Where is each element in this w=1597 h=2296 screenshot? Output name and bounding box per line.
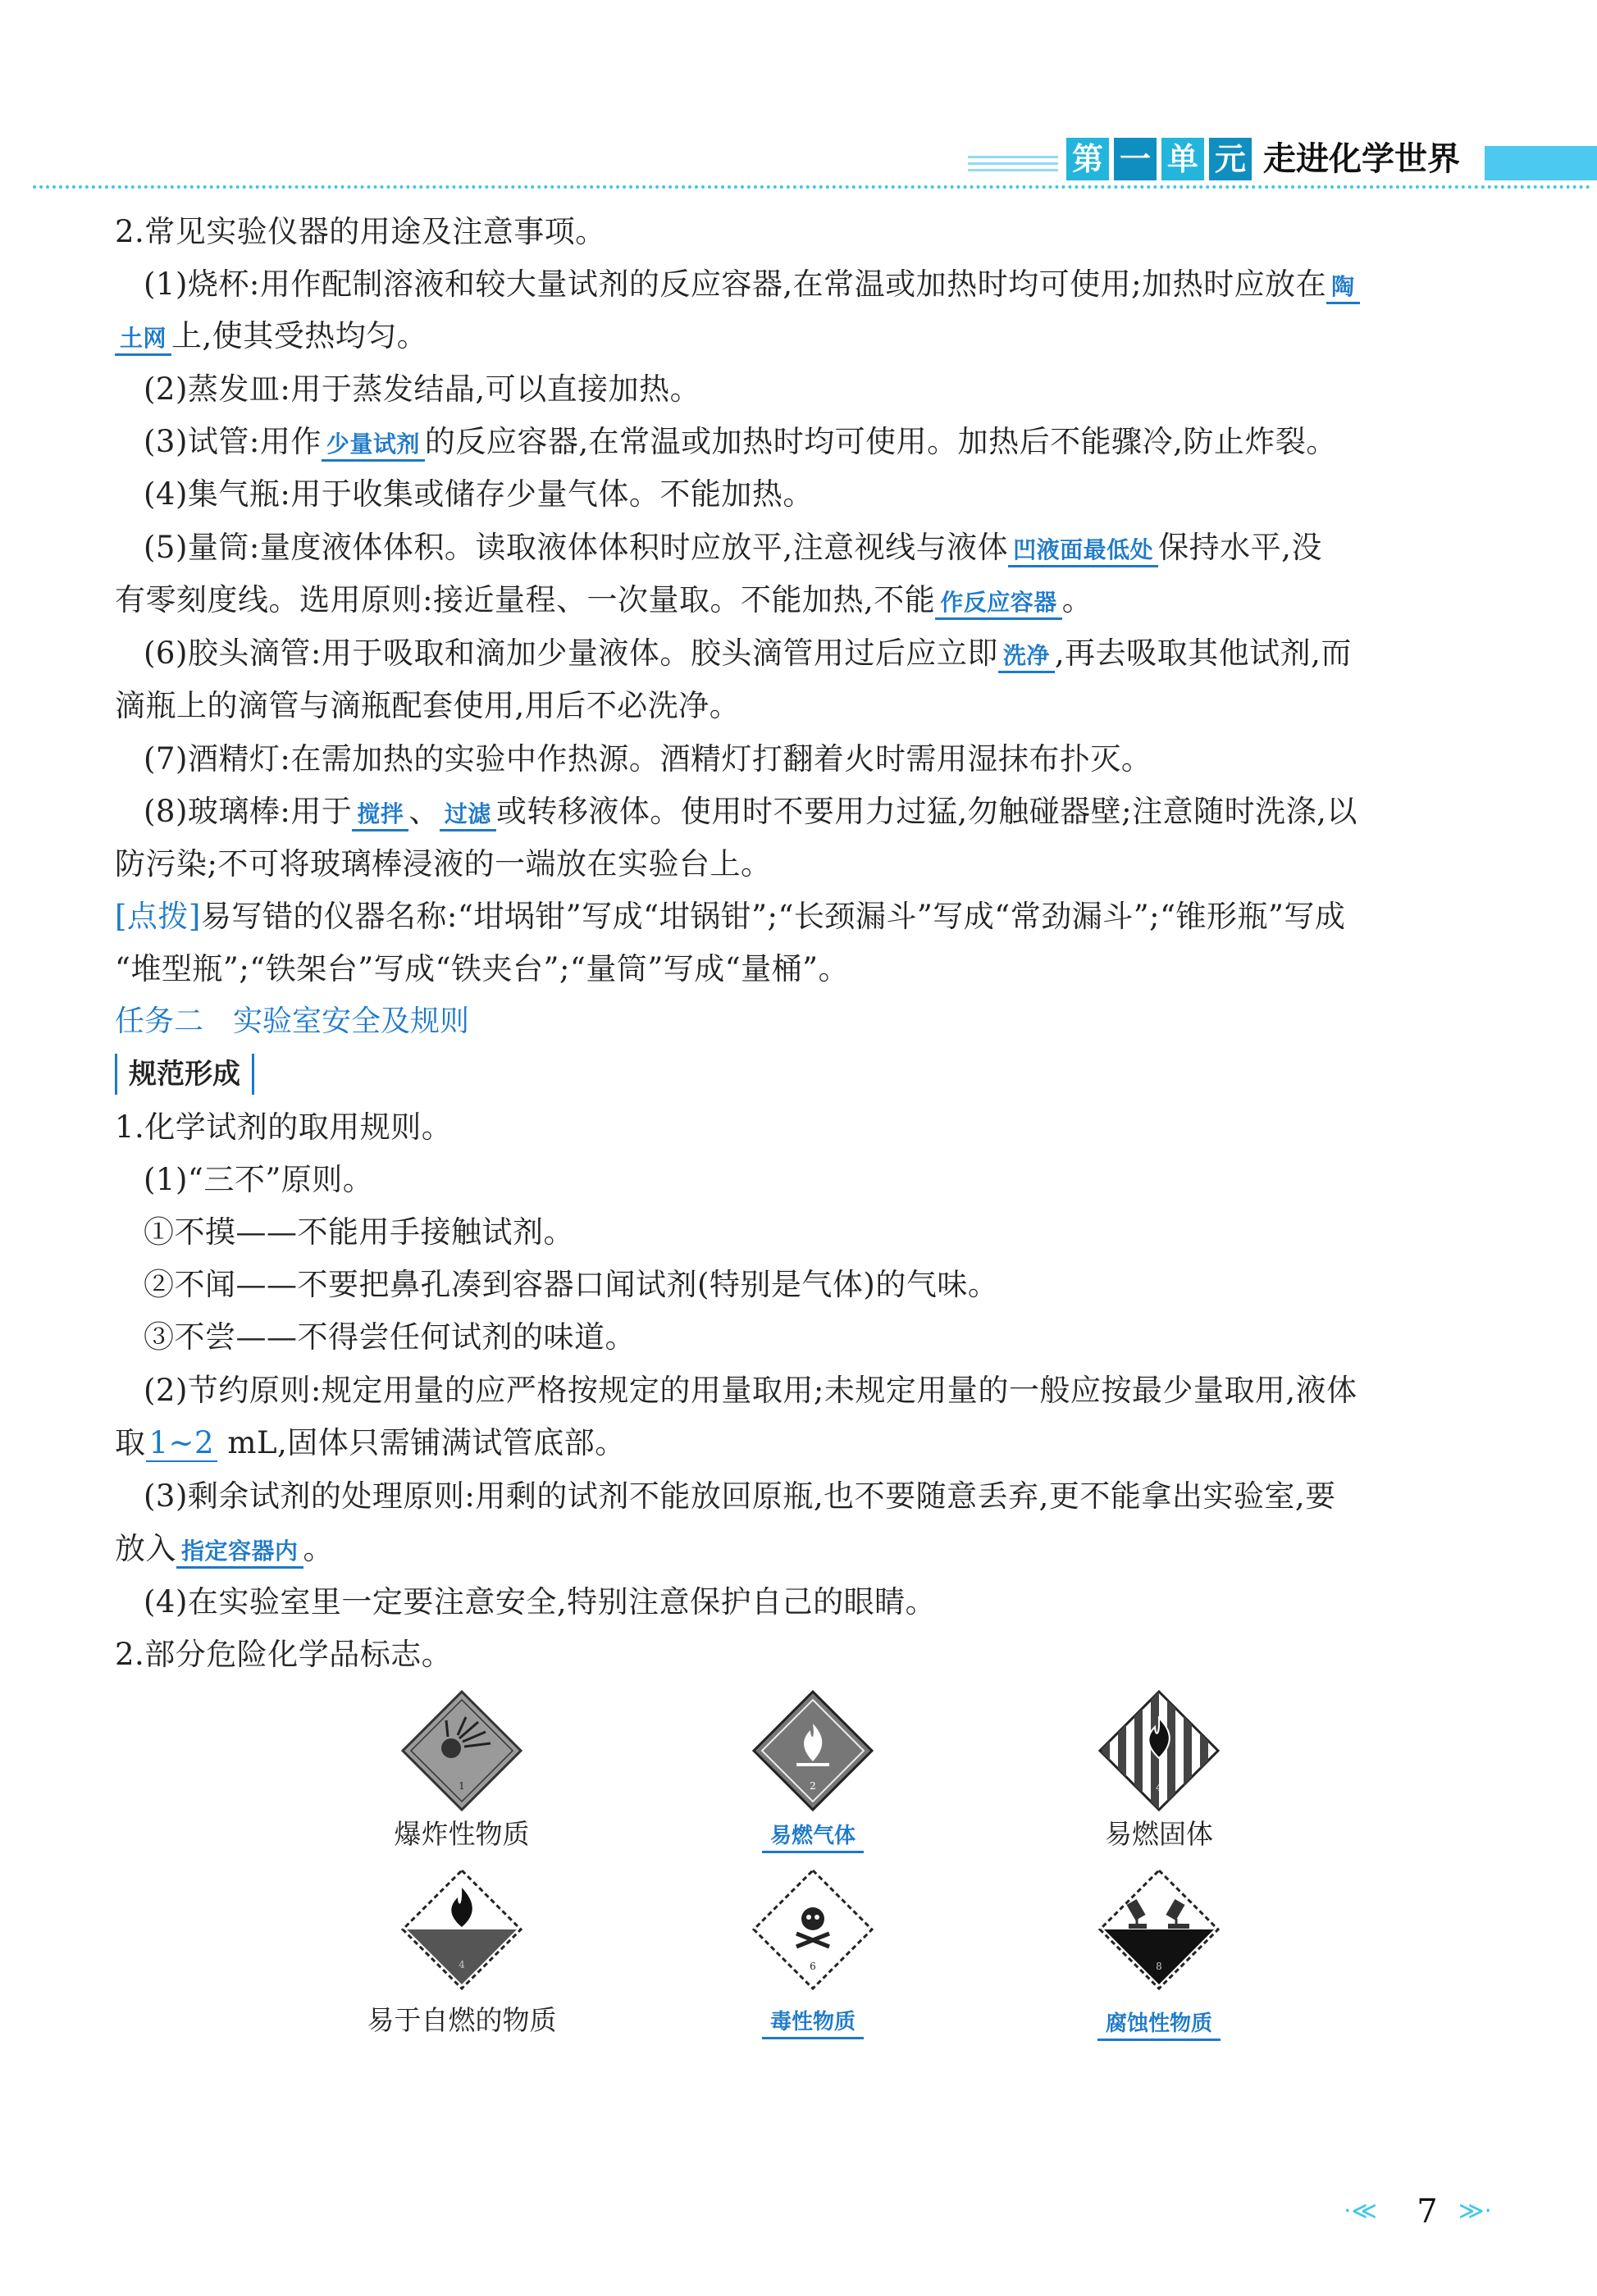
spontaneous-combustion-sign-icon	[400, 1868, 523, 1991]
sign-number: 2	[810, 1780, 816, 1792]
section-heading: 2.常见实验仪器的用途及注意事项。	[115, 214, 606, 249]
answer-fill: 1~2	[146, 1425, 218, 1462]
sign-number: 4	[1156, 1782, 1162, 1793]
sign-number: 8	[1156, 1961, 1162, 1972]
tip-note: [点拨]易写错的仪器名称:“坩埚钳”写成“坩锅钳”;“长颈漏斗”写成“常劲漏斗”;“锥形瓶”写成	[115, 899, 1346, 934]
rule-item-cont: 取 1~2 mL,固体只需铺满试管底部。	[115, 1425, 626, 1460]
answer-fill: 土网	[115, 325, 171, 356]
sign-number: 6	[810, 1961, 816, 1972]
rule-item: (4)在实验室里一定要注意安全,特别注意保护自己的眼睛。	[144, 1584, 937, 1620]
answer-fill: 搅拌	[352, 800, 408, 831]
rule-item: (1)“三不”原则。	[144, 1162, 374, 1197]
sign-caption-answer: 腐蚀性物质	[1044, 2006, 1274, 2042]
item-cylinder: (5)量筒:量度液体体积。读取液体体积时应放平,注意视线与液体 凹液面最低处 保持水平,没	[144, 527, 1322, 571]
sign-caption: 爆炸性物质	[394, 1818, 530, 1850]
task-title: 任务二 实验室安全及规则	[115, 1004, 470, 1038]
rule-heading: 1.化学试剂的取用规则。	[115, 1109, 453, 1145]
page-number-badge	[1344, 2191, 1508, 2232]
page-number: 7	[1417, 2193, 1438, 2230]
header-accent-bar	[1485, 146, 1597, 180]
answer-fill: 少量试剂	[322, 430, 425, 462]
corrosive-sign-icon	[1097, 1868, 1221, 1991]
answer-fill: 作反应容器	[935, 589, 1062, 620]
item-dropper: (6)胶头滴管:用于吸取和滴加少量液体。胶头滴管用过后应立即 洗净 ,再去吸取其他试剂,而	[144, 633, 1352, 676]
flammable-gas-sign-icon	[751, 1689, 874, 1812]
rule-item: (2)节约原则:规定用量的应严格按规定的用量取用;未规定用量的一般应按最少量取用,液体	[144, 1373, 1357, 1408]
rule-item: ③不尝——不得尝任何试剂的味道。	[144, 1319, 636, 1355]
rule-item: ①不摸——不能用手接触试剂。	[144, 1214, 574, 1250]
item-beaker: (1)烧杯:用作配制溶液和较大量试剂的反应容器,在常温或加热时均可使用;加热时应放在 陶	[144, 264, 1360, 308]
item-beaker-cont: 土网 上,使其受热均匀。	[115, 316, 427, 359]
header-decoration-lines	[968, 156, 1058, 179]
rule-item: (3)剩余试剂的处理原则:用剩的试剂不能放回原瓶,也不要随意丢弃,更不能拿出实验室,要	[144, 1478, 1336, 1514]
item-glass-rod-cont: 防污染;不可将玻璃棒浸液的一端放在实验台上。	[115, 846, 772, 882]
item-test-tube: (3)试管:用作 少量试剂 的反应容器,在常温或加热时均可使用。加热后不能骤冷,防止炸裂。	[144, 421, 1337, 465]
header-dotted-rule	[33, 185, 1591, 189]
rule-item: ②不闻——不要把鼻孔凑到容器口闻试剂(特别是气体)的气味。	[144, 1267, 999, 1302]
sign-number: 1	[459, 1780, 465, 1792]
toxic-sign-icon	[751, 1868, 874, 1991]
flammable-solid-sign-icon	[1097, 1689, 1221, 1812]
unit-char-box: 元	[1209, 138, 1252, 180]
unit-title: 走进化学世界	[1263, 140, 1460, 178]
answer-fill: 凹液面最低处	[1008, 536, 1158, 567]
sign-caption: 易燃固体	[1105, 1818, 1213, 1850]
tip-label: [点拨]	[115, 899, 201, 934]
item-glass-rod: (8)玻璃棒:用于 搅拌 、 过滤 或转移液体。使用时不要用力过猛,勿触碰器壁;注意随时洗涤,以	[144, 791, 1357, 835]
sign-caption-answer: 毒性物质	[698, 2004, 928, 2040]
rule-item-cont: 放入 指定容器内 。	[115, 1528, 334, 1572]
answer-fill: 陶	[1326, 273, 1360, 304]
answer-fill: 指定容器内	[176, 1538, 303, 1569]
rule-heading: 2.部分危险化学品标志。	[115, 1637, 453, 1672]
sign-number: 4	[459, 1959, 465, 1970]
unit-char-box: 一	[1114, 138, 1157, 180]
explosive-sign-icon	[400, 1689, 523, 1812]
norm-label: 规范形成	[115, 1054, 254, 1095]
left-chevron-icon: ·≪	[1344, 2197, 1377, 2225]
item-dropper-cont: 滴瓶上的滴管与滴瓶配套使用,用后不必洗净。	[115, 688, 741, 723]
tip-note-cont: “堆型瓶”;“铁架台”写成“铁夹台”;“量筒”写成“量桶”。	[115, 951, 850, 986]
right-chevron-icon: ≫·	[1458, 2197, 1492, 2225]
item-evaporating-dish: (2)蒸发皿:用于蒸发结晶,可以直接加热。	[144, 371, 701, 407]
item-gas-jar: (4)集气瓶:用于收集或储存少量气体。不能加热。	[144, 476, 814, 512]
unit-char-box: 第	[1066, 138, 1109, 180]
item-alcohol-lamp: (7)酒精灯:在需加热的实验中作热源。酒精灯打翻着火时需用湿抹布扑灭。	[144, 741, 1152, 777]
unit-char-box: 单	[1161, 138, 1204, 180]
answer-fill: 洗净	[998, 642, 1055, 673]
item-cylinder-cont: 有零刻度线。选用原则:接近量程、一次量取。不能加热,不能 作反应容器 。	[115, 580, 1093, 623]
sign-caption-answer: 易燃气体	[698, 1818, 928, 1854]
sign-caption: 易于自燃的物质	[367, 2004, 557, 2036]
answer-fill: 过滤	[440, 800, 496, 831]
